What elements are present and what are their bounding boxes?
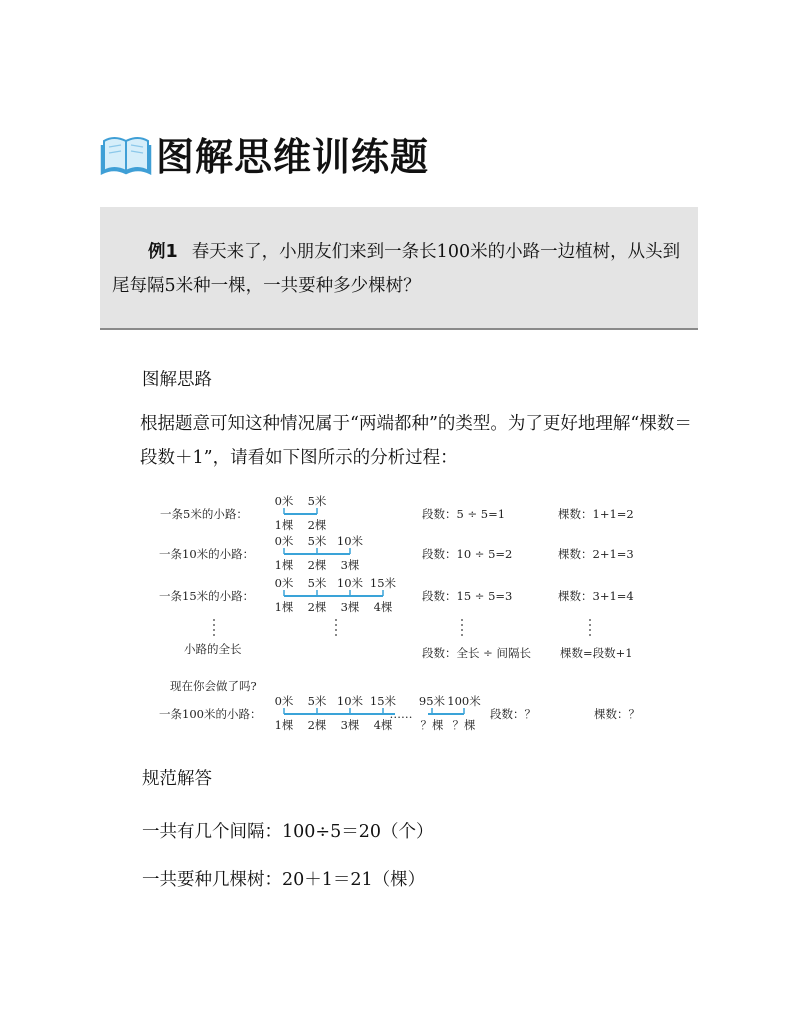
ellipsis-dot	[461, 629, 463, 631]
segments-formula: 段数：10 ÷ 5=2	[422, 547, 513, 561]
distance-mark: 15米	[369, 694, 397, 708]
segments-formula: 段数：？	[490, 707, 536, 721]
tree-count-mark: 4棵	[373, 718, 393, 732]
distance-mark: 100米	[447, 694, 481, 708]
ellipsis-dot	[213, 629, 215, 631]
ellipsis-dot	[335, 634, 337, 636]
ellipsis-dot	[213, 624, 215, 626]
general-trees-formula: 棵数=段数+1	[560, 646, 633, 660]
road-label: 一条15米的小路：	[159, 589, 255, 603]
tree-count-mark: 2棵	[307, 518, 327, 532]
distance-mark: 95米	[418, 694, 446, 708]
ellipsis-dot	[589, 624, 591, 626]
general-segments-formula: 段数：全长 ÷ 间隔长	[422, 646, 531, 660]
example-question: 春天来了，小朋友们来到一条长100米的小路一边植树，从头到尾每隔5米种一棵，一共要种多少棵树？	[112, 242, 681, 296]
prompt-text: 现在你会做了吗?	[170, 679, 257, 693]
analysis-paragraph	[140, 407, 702, 475]
solution-heading: 规范解答	[142, 769, 212, 789]
tree-count-mark: 1棵	[274, 600, 294, 614]
distance-mark: 0米	[274, 694, 294, 708]
tree-count-mark: 2棵	[307, 718, 327, 732]
ellipsis-dot	[213, 634, 215, 636]
distance-mark: 5米	[307, 494, 327, 508]
example-box	[100, 207, 698, 330]
distance-mark: 5米	[307, 694, 327, 708]
distance-mark: 0米	[274, 576, 294, 590]
trees-formula: 棵数：2+1=3	[558, 547, 634, 561]
ellipsis-dot	[335, 629, 337, 631]
trees-formula: 棵数：？	[594, 707, 640, 721]
open-book-icon	[100, 131, 152, 175]
distance-mark: 0米	[274, 534, 294, 548]
ellipsis-dot	[335, 619, 337, 621]
general-label: 小路的全长	[184, 642, 242, 656]
distance-mark: 10米	[336, 694, 364, 708]
road-label: 一条100米的小路：	[159, 707, 262, 721]
tree-count-mark: 2棵	[307, 600, 327, 614]
tree-count-mark: 1棵	[274, 718, 294, 732]
solution-line-1: 一共有几个间隔：100÷5＝20（个）	[142, 822, 434, 842]
distance-mark: 10米	[336, 534, 364, 548]
example-label: 例1	[148, 242, 178, 262]
segments-formula: 段数：15 ÷ 5=3	[422, 589, 513, 603]
distance-mark: 10米	[336, 576, 364, 590]
ellipsis-dot	[461, 619, 463, 621]
tree-count-mark: 1棵	[274, 558, 294, 572]
planting-diagram	[150, 487, 650, 737]
tree-count-mark: ？棵	[452, 718, 476, 732]
ellipsis-dot	[461, 624, 463, 626]
ellipsis-dot	[589, 629, 591, 631]
road-ellipsis: ……	[389, 707, 413, 721]
section-title	[100, 128, 429, 178]
ellipsis-dot	[589, 634, 591, 636]
analysis-heading: 图解思路	[142, 370, 212, 390]
tree-count-mark: 3棵	[340, 600, 360, 614]
tree-count-mark: 1棵	[274, 518, 294, 532]
ellipsis-dot	[213, 619, 215, 621]
distance-mark: 0米	[274, 494, 294, 508]
tree-count-mark: 3棵	[340, 718, 360, 732]
tree-count-mark: ？棵	[420, 718, 444, 732]
segments-formula: 段数：5 ÷ 5=1	[422, 507, 506, 521]
page-title: 图解思维训练题	[156, 134, 430, 179]
ellipsis-dot	[461, 634, 463, 636]
distance-mark: 5米	[307, 576, 327, 590]
distance-mark: 15米	[369, 576, 397, 590]
trees-formula: 棵数：3+1=4	[558, 589, 634, 603]
distance-mark: 5米	[307, 534, 327, 548]
example-text	[112, 235, 690, 303]
tree-count-mark: 3棵	[340, 558, 360, 572]
analysis-text: 根据题意可知这种情况属于“两端都种”的类型。为了更好地理解“棵数＝段数＋1”，请看如下图所示的分析过程：	[140, 414, 692, 468]
ellipsis-dot	[589, 619, 591, 621]
road-label: 一条5米的小路：	[160, 507, 248, 521]
tree-count-mark: 4棵	[373, 600, 393, 614]
ellipsis-dot	[335, 624, 337, 626]
solution-line-2: 一共要种几棵树：20＋1＝21（棵）	[142, 870, 426, 890]
road-label: 一条10米的小路：	[159, 547, 255, 561]
tree-count-mark: 2棵	[307, 558, 327, 572]
trees-formula: 棵数：1+1=2	[558, 507, 634, 521]
